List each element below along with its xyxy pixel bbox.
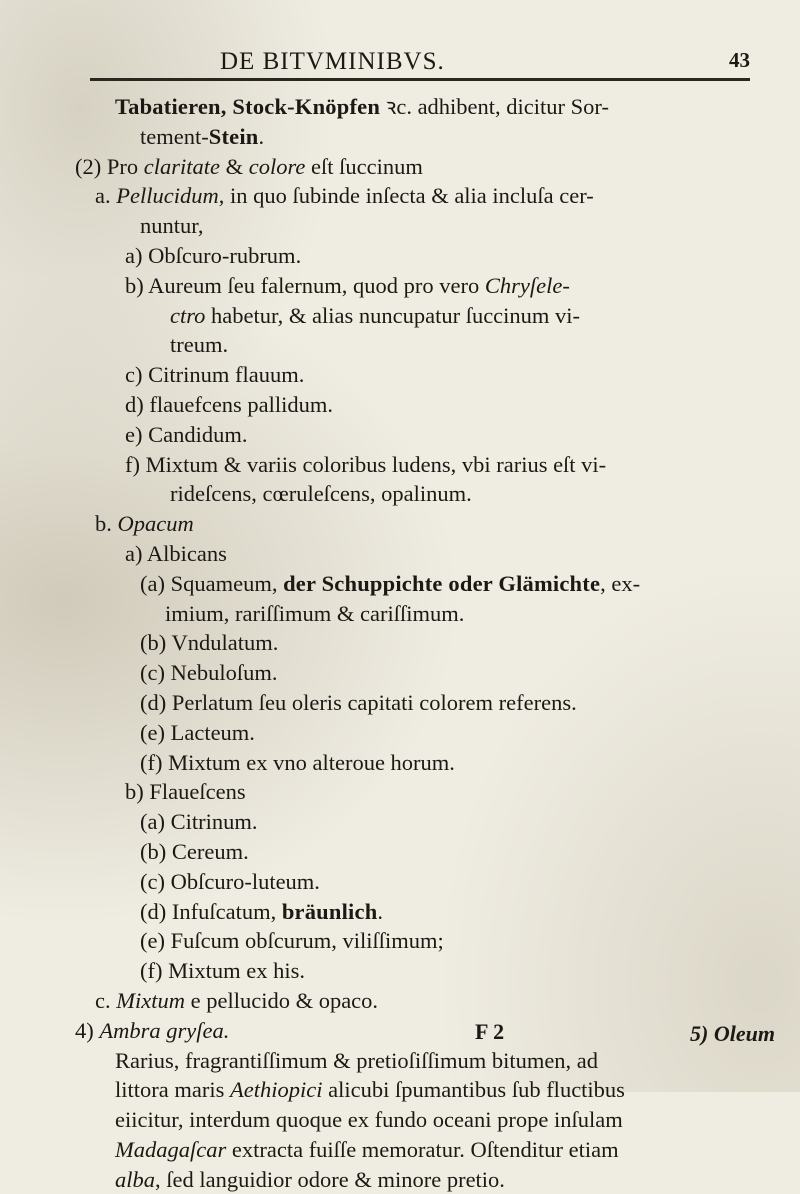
- text-run: treum.: [170, 332, 229, 358]
- text-line: [115, 211, 775, 241]
- text-line: [115, 956, 775, 986]
- text-run: d) flauefcens pallidum.: [125, 391, 334, 417]
- text-run: extracta fuiſſe memoratur. Oſtenditur etiam: [226, 1136, 619, 1162]
- text-run: (a) Squameum,: [140, 570, 284, 596]
- text-line: [115, 807, 775, 837]
- text-line: [75, 152, 775, 182]
- text-line: [115, 1046, 775, 1076]
- text-run: Tabatieren, Stock-Knöpfen: [115, 94, 381, 119]
- text-line: [95, 509, 775, 539]
- text-run: f) Mixtum & variis coloribus ludens, vbi rarius eſt vi-: [125, 451, 607, 477]
- text-run: bräunlich: [281, 898, 378, 924]
- text-run: e) Candidum.: [125, 421, 248, 447]
- page-number: 43: [729, 48, 750, 72]
- header-rule: [90, 78, 750, 81]
- text-run: b) Aureum ſeu falernum, quod pro vero: [125, 272, 485, 298]
- text-line: [95, 986, 775, 1016]
- text-run: a.: [95, 183, 117, 209]
- text-run: Chryſele-: [484, 272, 570, 298]
- text-line: [115, 539, 775, 569]
- text-run: eſt ſuccinum: [305, 153, 423, 179]
- text-run: Opacum: [117, 511, 194, 537]
- text-run: , ex-: [600, 570, 641, 596]
- text-run: (b) Vndulatum.: [140, 630, 279, 656]
- text-run: e pellucido & opaco.: [184, 987, 379, 1013]
- text-run: Stein: [208, 123, 259, 149]
- text-line: [115, 1165, 775, 1194]
- text-run: (f) Mixtum ex vno alteroue horum.: [140, 749, 455, 775]
- text-line: [115, 122, 775, 152]
- text-run: Pellucidum: [116, 183, 219, 209]
- text-run: (e) Lacteum.: [140, 719, 255, 745]
- text-run: &: [219, 153, 249, 179]
- text-run: (e) Fuſcum obſcurum, viliſſimum;: [140, 928, 444, 954]
- text-line: [115, 330, 775, 360]
- text-line: [115, 450, 775, 480]
- text-line: [115, 271, 775, 301]
- text-run: tement-: [140, 123, 209, 149]
- text-run: a) Albicans: [125, 540, 227, 566]
- text-run: (d) Infuſcatum,: [140, 898, 282, 924]
- text-line: [115, 301, 775, 331]
- text-line: [115, 1135, 775, 1165]
- text-line: [115, 688, 775, 718]
- text-run: (a) Citrinum.: [140, 809, 258, 835]
- text-run: a) Obſcuro-rubrum.: [125, 242, 302, 268]
- page-header: [90, 44, 750, 78]
- text-run: alba: [115, 1166, 156, 1192]
- text-line: [115, 867, 775, 897]
- text-run: (c) Obſcuro-luteum.: [140, 868, 320, 894]
- text-run: colore: [248, 153, 306, 179]
- text-run: (2) Pro: [75, 153, 144, 179]
- text-run: eiicitur, interdum quoque ex fundo oceani prope inſulam: [115, 1107, 623, 1133]
- page-footer: [115, 1019, 775, 1049]
- text-line: [115, 718, 775, 748]
- text-line: [115, 360, 775, 390]
- signature-mark: F 2: [475, 1019, 505, 1044]
- text-run: Rarius, fragrantiſſimum & pretioſiſſimum bitumen, ad: [115, 1047, 599, 1073]
- text-line: [115, 569, 775, 599]
- text-run: (b) Cereum.: [140, 838, 249, 864]
- text-line: [115, 777, 775, 807]
- text-line: [115, 897, 775, 927]
- text-run: claritate: [143, 153, 220, 179]
- text-run: 4): [75, 1017, 100, 1043]
- text-run: c) Citrinum flauum.: [125, 362, 305, 388]
- text-line: [95, 181, 775, 211]
- text-line: [115, 92, 775, 122]
- text-line: [115, 748, 775, 778]
- text-run: b) Flaueſcens: [125, 779, 246, 805]
- text-line: [115, 926, 775, 956]
- text-run: .: [258, 123, 265, 149]
- text-run: , ſed languidior odore & minore pretio.: [155, 1166, 505, 1192]
- text-run: Madagaſcar: [115, 1136, 227, 1162]
- text-run: Mixtum: [116, 987, 185, 1013]
- text-line: [115, 241, 775, 271]
- text-run: , in quo ſubinde inſecta & alia incluſa cer-: [218, 183, 594, 209]
- text-run: Aethiopici: [229, 1077, 323, 1103]
- text-line: [115, 1075, 775, 1105]
- text-line: [115, 390, 775, 420]
- text-run: (f) Mixtum ex his.: [140, 958, 305, 984]
- text-run: littora maris: [115, 1077, 230, 1103]
- text-run: ctro: [170, 302, 206, 328]
- text-run: imium, rariſſimum & cariſſimum.: [165, 600, 465, 626]
- text-run: (c) Nebuloſum.: [140, 660, 278, 686]
- text-run: alicubi ſpumantibus ſub fluctibus: [322, 1077, 625, 1103]
- text-run: (d) Perlatum ſeu oleris capitati colorem referens.: [140, 689, 577, 715]
- text-run: rideſcens, cœruleſcens, opalinum.: [170, 481, 472, 507]
- text-run: b.: [95, 511, 118, 537]
- text-run: nuntur,: [140, 213, 204, 239]
- text-line: [115, 599, 775, 629]
- text-line: [115, 658, 775, 688]
- text-run: c.: [95, 987, 117, 1013]
- text-run: der Schuppichte oder Glämichte: [283, 570, 601, 596]
- text-line: [115, 837, 775, 867]
- text-line: [115, 420, 775, 450]
- running-title: DE BITVMINIBVS.: [220, 48, 445, 75]
- text-run: habetur, & alias nuncupatur ſuccinum vi-: [205, 302, 581, 328]
- text-line: [115, 1105, 775, 1135]
- text-line: [115, 479, 775, 509]
- text-line: [115, 628, 775, 658]
- text-run: ꝛc. adhibent, dicitur Sor-: [380, 94, 609, 119]
- text-run: Ambra gryſea.: [99, 1017, 230, 1043]
- text-run: .: [377, 898, 384, 924]
- catchword: 5) Oleum: [690, 1021, 775, 1046]
